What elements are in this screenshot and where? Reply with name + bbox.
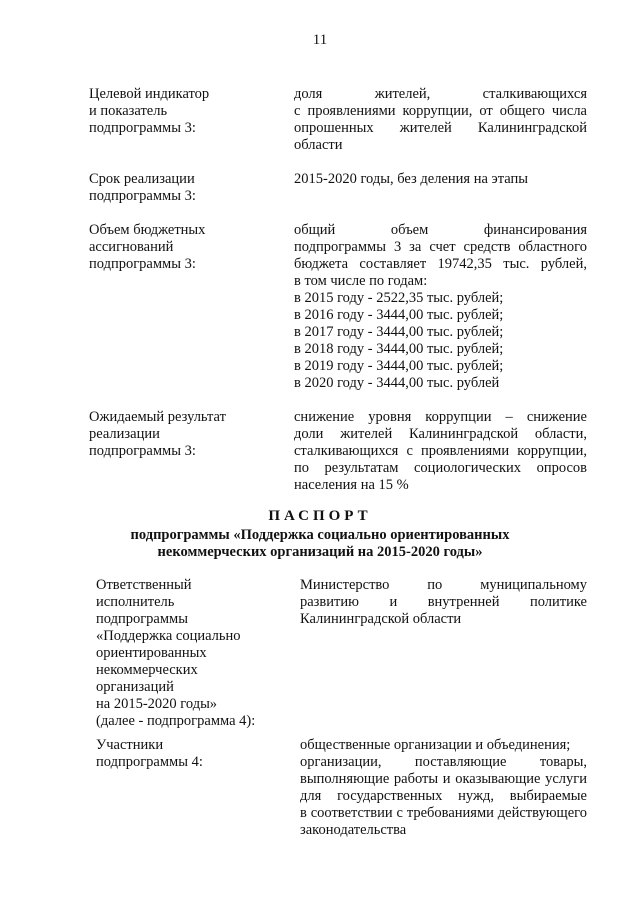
label-line: подпрограммы 3: xyxy=(89,120,196,136)
value-line: для государственных нужд, выбираемые xyxy=(300,788,587,804)
value-line: в 2016 году - 3444,00 тыс. рублей; xyxy=(294,307,504,323)
label-line: подпрограммы 3: xyxy=(89,256,196,272)
responsible-executor-label xyxy=(96,577,296,730)
value-line: в соответствии с требованиями действующего xyxy=(300,805,587,821)
label-line: Срок реализации xyxy=(89,171,195,187)
label-line: «Поддержка социально xyxy=(96,628,241,644)
value-line: доли жителей Калининградской области, xyxy=(294,426,587,442)
value-line: в том числе по годам: xyxy=(294,273,428,289)
value-line: в 2015 году - 2522,35 тыс. рублей; xyxy=(294,290,504,306)
passport-title: ПАСПОРТ xyxy=(268,508,372,524)
label-line: Ожидаемый результат xyxy=(89,409,226,425)
term-label xyxy=(89,171,289,205)
value-line: с проявлениями коррупции, от общего числа xyxy=(294,103,587,119)
value-line: в 2018 году - 3444,00 тыс. рублей; xyxy=(294,341,504,357)
label-line: организаций xyxy=(96,679,174,695)
label-line: реализации xyxy=(89,426,160,442)
label-line: подпрограммы 3: xyxy=(89,188,196,204)
value-line: развитию и внутренней политике xyxy=(300,594,587,610)
subtitle-line: подпрограммы «Поддержка социально ориентированных xyxy=(130,527,510,543)
value-line: выполняющие работы и оказывающие услуги xyxy=(300,771,587,787)
label-line: ориентированных xyxy=(96,645,207,661)
participants-label xyxy=(96,737,296,771)
target-indicator-value xyxy=(294,86,587,154)
value-line: в 2020 году - 3444,00 тыс. рублей xyxy=(294,375,500,391)
label-line: подпрограммы 4: xyxy=(96,754,203,770)
label-line: исполнитель xyxy=(96,594,175,610)
value-line: в 2019 году - 3444,00 тыс. рублей; xyxy=(294,358,504,374)
target-indicator-label xyxy=(89,86,289,137)
label-line: и показатель xyxy=(89,103,168,119)
expected-result-value xyxy=(294,409,587,494)
value-line: бюджета составляет 19742,35 тыс. рублей, xyxy=(294,256,587,272)
value-line: общественные организации и объединения; xyxy=(300,737,571,753)
expected-result-label xyxy=(89,409,289,460)
label-line: (далее - подпрограмма 4): xyxy=(96,713,256,729)
label-line: подпрограммы 3: xyxy=(89,443,196,459)
label-line: Ответственный xyxy=(96,577,192,593)
value-line: в 2017 году - 3444,00 тыс. рублей; xyxy=(294,324,504,340)
value-line: Калининградской области xyxy=(300,611,462,627)
value-line: сталкивающихся с проявлениями коррупции, xyxy=(294,443,587,459)
subtitle-line: некоммерческих организаций на 2015-2020 годы» xyxy=(157,544,483,560)
label-line: Участники xyxy=(96,737,164,753)
value-line: снижение уровня коррупции – снижение xyxy=(294,409,587,425)
budget-label xyxy=(89,222,289,273)
value-line: Министерство по муниципальному xyxy=(300,577,587,593)
page-number: 11 xyxy=(312,32,328,48)
label-line: Целевой индикатор xyxy=(89,86,210,102)
label-line: Объем бюджетных xyxy=(89,222,206,238)
label-line: на 2015-2020 годы» xyxy=(96,696,218,712)
value-line: по результатам социологических опросов xyxy=(294,460,587,476)
label-line: ассигнований xyxy=(89,239,174,255)
label-line: некоммерческих xyxy=(96,662,198,678)
value-line: организации, поставляющие товары, xyxy=(300,754,587,770)
value-line: доля жителей, сталкивающихся xyxy=(294,86,587,102)
value-line: подпрограммы 3 за счет средств областного xyxy=(294,239,587,255)
budget-value xyxy=(294,222,587,392)
passport-subtitle xyxy=(0,527,640,561)
responsible-executor-value xyxy=(300,577,587,628)
participants-value xyxy=(300,737,587,839)
label-line: подпрограммы xyxy=(96,611,188,627)
value-line: 2015-2020 годы, без деления на этапы xyxy=(294,171,528,187)
value-line: общий объем финансирования xyxy=(294,222,587,238)
term-value xyxy=(294,171,587,188)
value-line: области xyxy=(294,137,343,153)
value-line: законодательства xyxy=(300,822,407,838)
value-line: населения на 15 % xyxy=(294,477,409,493)
value-line: опрошенных жителей Калининградской xyxy=(294,120,587,136)
